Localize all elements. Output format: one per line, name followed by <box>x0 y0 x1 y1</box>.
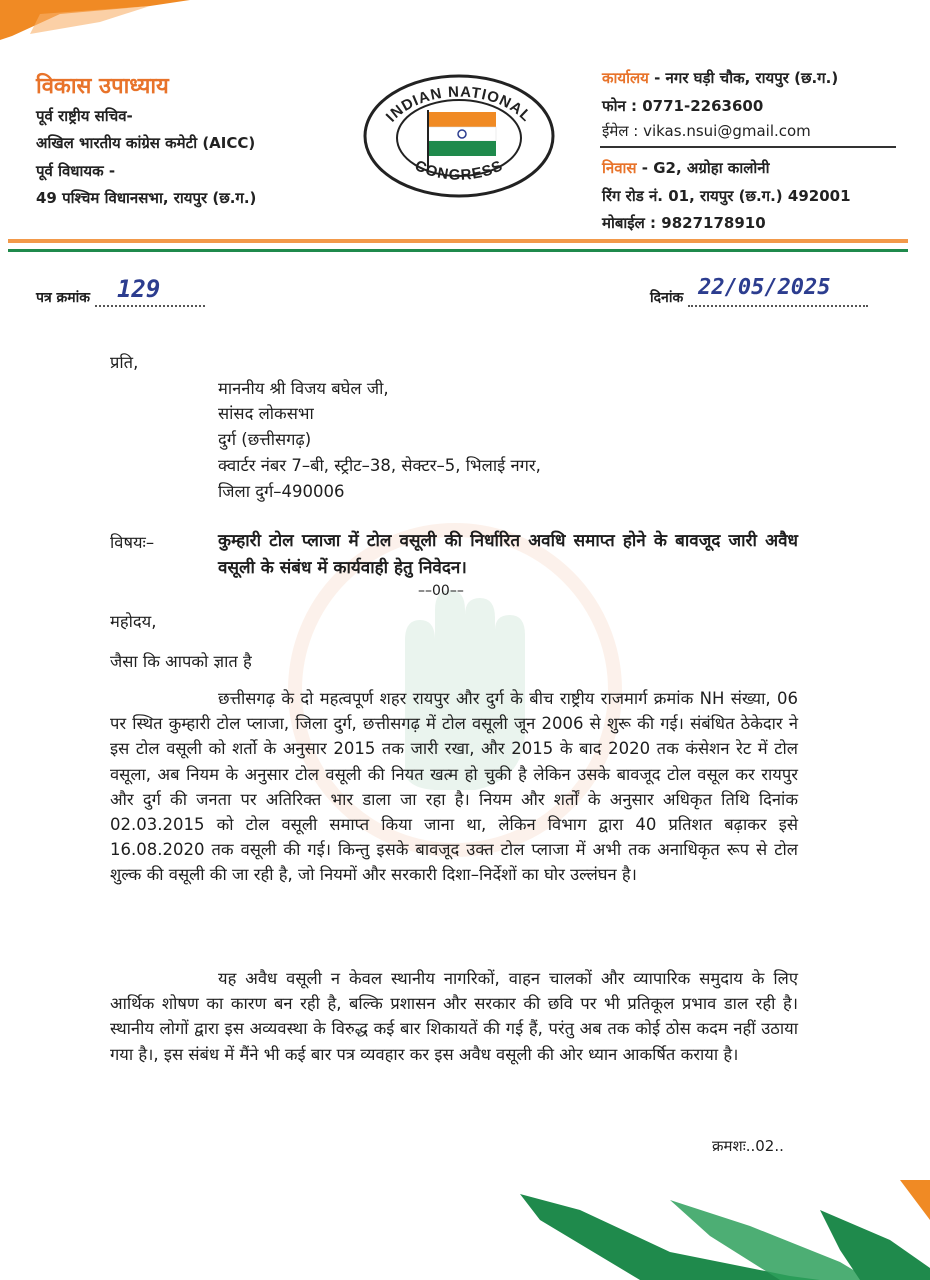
logo-bottom-text: CONGRESS <box>412 157 506 184</box>
sender-title-line-3: पूर्व विधायक - <box>36 162 116 180</box>
residence-address-line-2: रिंग रोड नं. 01, रायपुर (छ.ग.) 492001 <box>602 187 851 205</box>
sender-name: विकास उपाध्याय <box>36 74 169 99</box>
top-left-corner-decoration <box>0 0 190 40</box>
sender-title-line-1: पूर्व राष्ट्रीय सचिव- <box>36 107 133 125</box>
office-address <box>602 68 838 88</box>
continued-marker: क्रमशः..02.. <box>712 1137 784 1155</box>
residence-address <box>602 158 769 178</box>
intro-line: जैसा कि आपको ज्ञात है <box>110 652 252 671</box>
bottom-right-corner-decoration <box>520 1180 930 1280</box>
congress-logo <box>360 72 558 200</box>
office-label: कार्यालय <box>602 69 649 87</box>
body-paragraph-2: यह अवैध वसूली न केवल स्थानीय नागरिकों, वाहन चालकों और व्यापारिक समुदाय के लिए आर्थिक शोषण का कारण बन रही है, बल्कि प्रशासन और सरकार की छवि पर भी प्रतिकूल प्रभाव डाल रही है। स्थानीय लोगों द्वारा इस अव्यवस्था के विरुद्ध कई बार शिकायतें की गई हैं, परंतु अब तक कोई ठोस कदम नहीं उठाया गया है।, इस संबंध में मैंने भी कई बार पत्र व्यवहार कर इस अवैध वसूली की ओर ध्यान आकर्षित कराया है। <box>110 969 798 1064</box>
recipient-prefix: प्रति, <box>110 353 139 372</box>
salutation: महोदय, <box>110 612 157 631</box>
date-label: दिनांक <box>650 290 684 306</box>
phone-number: फोन : 0771-2263600 <box>602 97 764 115</box>
residence-value: - G2, अग्रोहा कालोनी <box>636 159 770 177</box>
subject-label: विषयः– <box>110 533 155 552</box>
sender-title-line-4: 49 पश्चिम विधानसभा, रायपुर (छ.ग.) <box>36 189 257 207</box>
recipient-line-5: जिला दुर्ग–490006 <box>218 482 345 501</box>
reference-number: 129 <box>116 275 161 303</box>
mobile-number: मोबाईल : 9827178910 <box>602 214 766 232</box>
header-rule-green <box>8 249 908 252</box>
recipient-line-4: क्वार्टर नंबर 7–बी, स्ट्रीट–38, सेक्टर–5, भिलाई नगर, <box>218 456 541 475</box>
logo-top-text: INDIAN NATIONAL <box>382 83 535 126</box>
residence-label: निवास <box>602 159 637 177</box>
recipient-line-2: सांसद लोकसभा <box>218 404 314 423</box>
recipient-line-3: दुर्ग (छत्तीसगढ़) <box>218 430 312 449</box>
recipient-line-1: माननीय श्री विजय बघेल जी, <box>218 379 389 398</box>
email-address[interactable]: ईमेल : vikas.nsui@gmail.com <box>602 122 811 140</box>
sender-title-line-2: अखिल भारतीय कांग्रेस कमेटी (AICC) <box>36 134 256 152</box>
body-paragraph-1: छत्तीसगढ़ के दो महत्वपूर्ण शहर रायपुर और दुर्ग के बीच राष्ट्रीय राजमार्ग क्रमांक NH संख्या, 06 पर स्थित कुम्हारी टोल प्लाजा, जिला दुर्ग, छत्तीसगढ़ में टोल वसूली जून 2006 से शुरू की गई। संबंधित ठेकेदार ने इस टोल वसूली को शर्तो के अनुसार 2015 तक जारी रखा, और 2015 के बाद 2020 तक कंसेशन रेट में टोल वसूला, अब नियम के अनुसार टोल वसूली की नियत खत्म हो चुकी है लेकिन उसके बावजूद टोल वसूल कर रायपुर और दुर्ग की जनता पर अतिरिक्त भार डाला जा रहा है। नियम और शर्तों के अनुसार अधिकृत तिथि दिनांक 02.03.2015 को टोल वसूली समाप्त किया जाना था, लेकिन विभाग द्वारा 40 प्रतिशत बढ़ाकर इसे 16.08.2020 तक वसूली की गई। किन्तु इसके बावजूद उक्त टोल प्लाजा में अभी तक अनाधिकृत रूप से टोल शुल्क की वसूली की जा रही है, जो नियमों और सरकारी दिशा–निर्देशों का घोर उल्लंघन है। <box>110 689 798 885</box>
subject-separator: ––00–– <box>418 583 464 599</box>
date-row <box>650 275 868 307</box>
header-right-divider <box>600 146 896 148</box>
office-value: - नगर घड़ी चौक, रायपुर (छ.ग.) <box>648 69 839 87</box>
subject-text: कुम्हारी टोल प्लाजा में टोल वसूली की निर्धारित अवधि समाप्त होने के बावजूद जारी अवैध वसूली के संबंध में कार्यवाही हेतु निवेदन। <box>218 531 798 578</box>
date-dotted-line <box>688 275 868 307</box>
reference-label: पत्र क्रमांक <box>36 290 91 306</box>
date-value: 22/05/2025 <box>698 275 831 300</box>
header-rule-orange <box>8 239 908 243</box>
reference-row <box>36 275 205 307</box>
reference-dotted-line <box>95 275 205 307</box>
